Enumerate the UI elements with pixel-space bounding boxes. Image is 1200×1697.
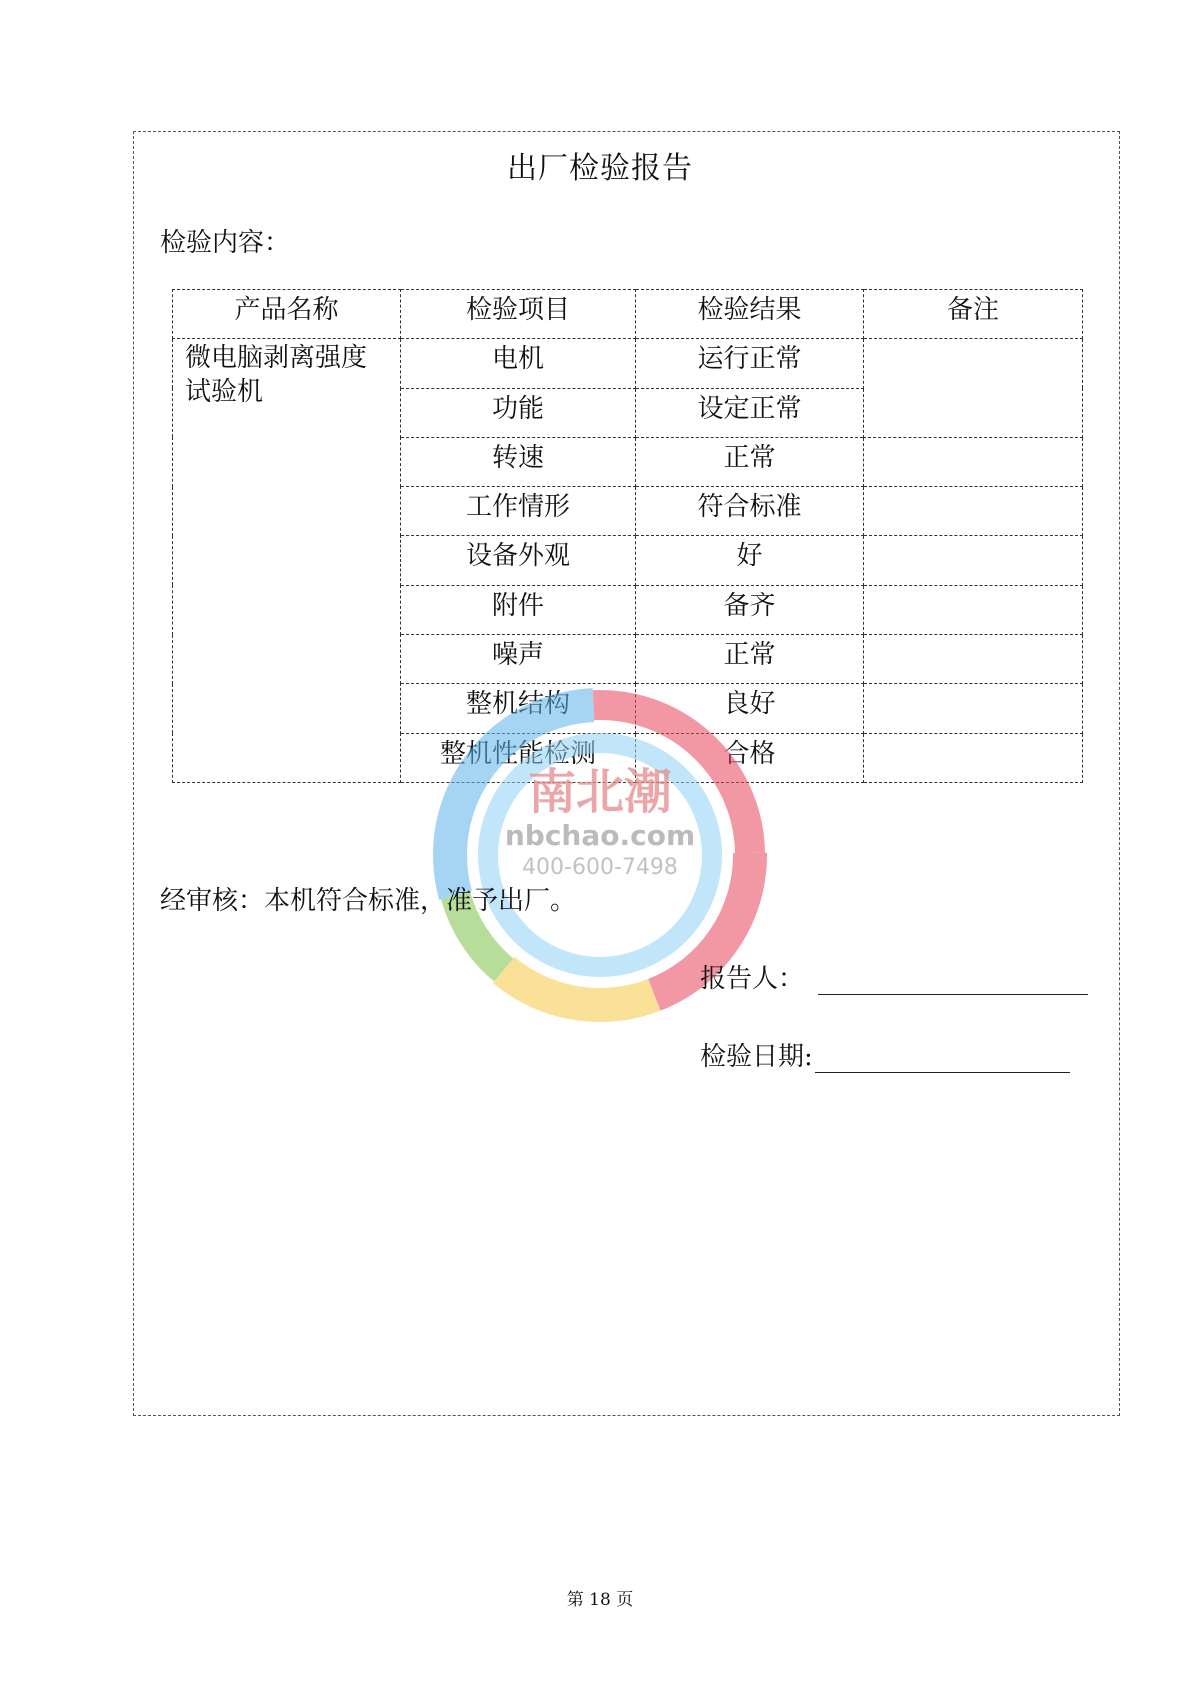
result-cell: 设定正常 — [636, 388, 864, 437]
remark-cell — [864, 585, 1083, 634]
content-label: 检验内容： — [160, 228, 291, 258]
result-cell: 运行正常 — [636, 339, 864, 388]
date-signature-line[interactable] — [815, 1042, 1070, 1073]
item-cell: 工作情形 — [401, 487, 636, 536]
watermark-brand: 南北潮 — [527, 764, 673, 820]
item-cell: 附件 — [401, 585, 636, 634]
product-name-cell: 微电脑剥离强度试验机 — [173, 339, 401, 783]
date-row — [700, 1036, 1070, 1073]
item-cell: 设备外观 — [401, 536, 636, 585]
item-cell: 噪声 — [401, 635, 636, 684]
remark-cell — [864, 733, 1083, 782]
reporter-row — [700, 958, 1088, 995]
result-cell: 良好 — [636, 684, 864, 733]
remark-cell — [864, 635, 1083, 684]
item-cell: 整机性能检测 — [401, 733, 636, 782]
item-cell: 转速 — [401, 437, 636, 486]
page-title: 出厂检验报告 — [507, 151, 693, 186]
watermark-domain: nbchao.com — [504, 819, 696, 852]
header-cell: 检验项目 — [401, 290, 636, 339]
remark-cell — [864, 339, 1083, 438]
remark-cell — [864, 536, 1083, 585]
result-cell: 合格 — [636, 733, 864, 782]
remark-cell — [864, 437, 1083, 486]
watermark-phone: 400-600-7498 — [522, 855, 678, 880]
result-cell: 备齐 — [636, 585, 864, 634]
item-cell: 功能 — [401, 388, 636, 437]
result-cell: 符合标准 — [636, 487, 864, 536]
approval-statement: 经审核：本机符合标准，准予出厂。 — [160, 886, 577, 916]
result-cell: 正常 — [636, 437, 864, 486]
result-cell: 正常 — [636, 635, 864, 684]
reporter-label: 报告人： — [700, 964, 805, 994]
remark-cell — [864, 684, 1083, 733]
table-header-row — [173, 290, 1083, 339]
date-label: 检验日期: — [700, 1042, 813, 1072]
table-row — [173, 339, 1083, 388]
header-cell: 备注 — [864, 290, 1083, 339]
item-cell: 电机 — [401, 339, 636, 388]
watermark-logo — [400, 640, 800, 1080]
remark-cell — [864, 487, 1083, 536]
page-number: 第 18 页 — [566, 1590, 634, 1610]
header-cell: 检验结果 — [636, 290, 864, 339]
item-cell: 整机结构 — [401, 684, 636, 733]
reporter-signature-line[interactable] — [818, 964, 1088, 995]
result-cell: 好 — [636, 536, 864, 585]
header-cell: 产品名称 — [173, 290, 401, 339]
